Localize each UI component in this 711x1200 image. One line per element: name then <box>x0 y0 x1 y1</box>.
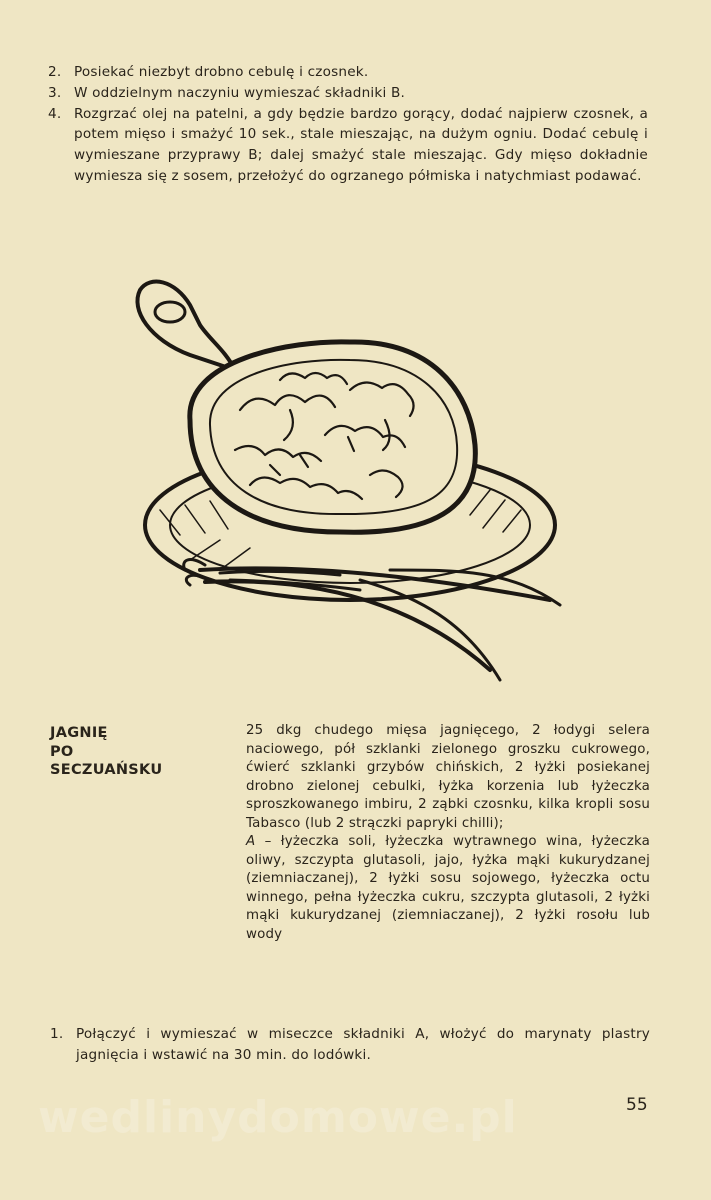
ingredients-a-marker: A <box>246 834 256 849</box>
ingredients-main: 25 dkg chudego mięsa jagnięcego, 2 łodygi selera naciowego, pół szklanki zielonego groszku cukrowego, ćwierć szklanki grzybów chińskich, 2 łyżki posiekanej drobno zielonej cebulki, łyżka korzenia lub łyżeczka sproszkowanego imbiru, 2 ząbki czosnku, kilka kropli sosu Tabasco (lub 2 strączki papryki chilli); <box>246 723 650 831</box>
steps-bottom <box>50 1024 650 1066</box>
step-text: Posiekać niezbyt drobno cebulę i czosnek. <box>74 64 369 80</box>
step-text: Połączyć i wymieszać w miseczce składniki A, włożyć do marynaty plastry jagnięcia i wstawić na 30 min. do lodówki. <box>76 1026 650 1063</box>
skillet-illustration <box>130 270 570 700</box>
ingredients-a-text: – łyżeczka soli, łyżeczka wytrawnego wina, łyżeczka oliwy, szczypta glutasoli, jajo, łyżka mąki kukurydzanej (ziemniaczanej), 2 łyżki sosu sojowego, łyżeczka octu winnego, pełna łyżeczka cukru, szczypta glutasoli, 2 łyżki mąki kukurydzanej (ziemniaczanej), 2 łyżki rosołu lub wody <box>246 834 650 942</box>
steps-top <box>48 62 648 187</box>
step-item <box>50 1024 650 1066</box>
recipe-title-line: JAGNIĘ <box>50 725 108 741</box>
step-item <box>48 83 648 104</box>
step-number: 1. <box>50 1026 64 1042</box>
recipe-title-line: PO <box>50 743 74 760</box>
recipe-title <box>50 724 230 780</box>
page-number: 55 <box>626 1095 648 1115</box>
step-number: 4. <box>48 105 62 122</box>
step-number: 3. <box>48 84 62 101</box>
ingredients-block <box>246 722 650 944</box>
step-text: W oddzielnym naczyniu wymieszać składniki B. <box>74 84 406 101</box>
step-text: Rozgrzać olej na patelni, a gdy będzie bardzo gorący, dodać najpierw czosnek, a potem mięso i smażyć 10 sek., stale mieszając, na dużym ogniu. Dodać cebulę i wymieszane przyprawy B; dalej smażyć stale mieszając. Gdy mięso dokładnie wymiesza się z sosem, przełożyć do ogrzanego półmiska i natychmiast podawać. <box>74 105 648 184</box>
step-item <box>48 62 648 83</box>
recipe-title-line: SECZUAŃSKU <box>50 762 163 778</box>
ingredients-a <box>246 833 650 944</box>
step-item <box>48 104 648 187</box>
step-number: 2. <box>48 64 62 80</box>
watermark: wedlinydomowe.pl <box>38 1092 518 1143</box>
